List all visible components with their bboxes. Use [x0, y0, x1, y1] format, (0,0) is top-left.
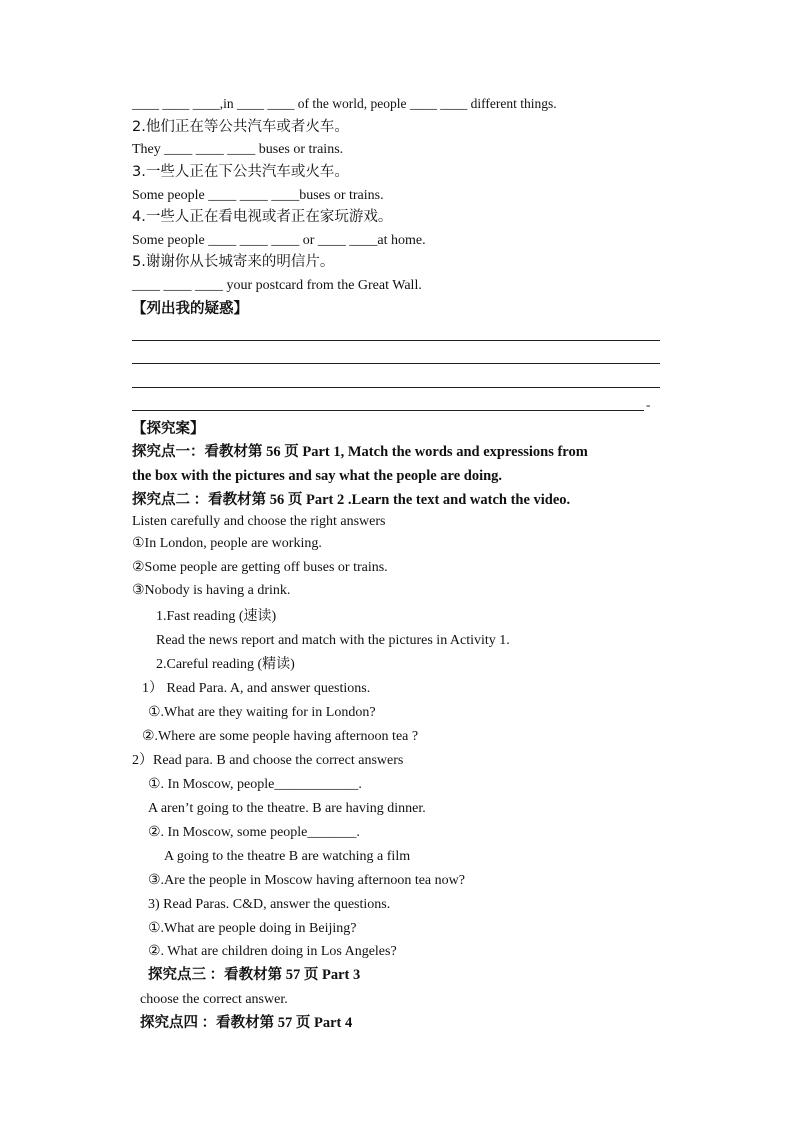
careful-reading-heading: 2.Careful reading (精读)	[156, 657, 295, 672]
chinese-sentence-2: 2.他们正在等公共汽车或者火车。	[132, 119, 349, 135]
fast-reading-task: Read the news report and match with the pictures in Activity 1.	[156, 633, 510, 648]
para-cd-question-2: ②. What are children doing in Los Angeles?	[148, 944, 397, 959]
listen-item-1: ①In London, people are working.	[132, 536, 322, 551]
chinese-sentence-4: 4.一些人正在看电视或者正在家玩游戏。	[132, 209, 393, 225]
explore-point-4: 探究点四 ：看教材第 57 页 Part 4	[140, 1015, 353, 1031]
fill-blank-line-4: Some people ____ ____ ____ or ____ ____at home.	[132, 233, 426, 248]
para-b-question-2-options: A going to the theatre B are watching a film	[164, 849, 411, 864]
fill-blank-line-1: ____ ____ ____,in ____ ____ of the world, people ____ ____ different things.	[132, 96, 557, 111]
para-cd-task: 3) Read Paras. C&D, answer the questions.	[148, 897, 391, 912]
explore-point-3-task: choose the correct answer.	[140, 992, 288, 1007]
para-cd-question-1: ①.What are people doing in Beijing?	[148, 921, 357, 936]
explore-point-3: 探究点三 ：看教材第 57 页 Part 3	[148, 967, 361, 983]
para-b-question-3: ③.Are the people in Moscow having afternoon tea now?	[148, 873, 465, 888]
para-b-task: 2）Read para. B and choose the correct answers	[132, 753, 404, 768]
listen-instruction: Listen carefully and choose the right answers	[132, 514, 386, 529]
para-a-task: 1） Read Para. A, and answer questions.	[142, 681, 371, 696]
para-a-question-2: ②.Where are some people having afternoon tea ?	[142, 729, 419, 744]
para-b-question-2: ②. In Moscow, some people_______.	[148, 825, 360, 840]
fill-blank-line-2: They ____ ____ ____ buses or trains.	[132, 142, 344, 157]
doubt-answer-line-1	[132, 340, 660, 341]
doubt-answer-line-3	[132, 387, 660, 388]
doubt-answer-line-2	[132, 363, 660, 364]
listen-item-2: ②Some people are getting off buses or trains.	[132, 560, 388, 575]
explore-point-1-line-1: 探究点一：看教材第 56 页 Part 1, Match the words and expressions from	[132, 444, 588, 460]
trailing-mark: -	[646, 397, 651, 412]
para-a-question-1: ①.What are they waiting for in London?	[148, 705, 376, 720]
explore-heading: 【探究案】	[132, 421, 205, 437]
doubt-answer-line-4	[132, 410, 644, 411]
doubts-heading: 【列出我的疑惑】	[132, 301, 248, 317]
para-b-question-1-options: A aren’t going to the theatre. B are having dinner.	[148, 801, 426, 816]
fill-blank-line-5: ____ ____ ____ your postcard from the Great Wall.	[132, 278, 422, 293]
fill-blank-line-3: Some people ____ ____ ____buses or trains.	[132, 188, 384, 203]
para-b-question-1: ①. In Moscow, people____________.	[148, 777, 362, 792]
chinese-sentence-5: 5.谢谢你从长城寄来的明信片。	[132, 254, 335, 270]
explore-point-1-line-2: the box with the pictures and say what the people are doing.	[132, 468, 503, 484]
fast-reading-heading: 1.Fast reading (速读)	[156, 609, 277, 624]
chinese-sentence-3: 3.一些人正在下公共汽车或火车。	[132, 164, 349, 180]
explore-point-2: 探究点二 ：看教材第 56 页 Part 2 .Learn the text and watch the video.	[132, 492, 571, 508]
listen-item-3: ③Nobody is having a drink.	[132, 583, 291, 598]
